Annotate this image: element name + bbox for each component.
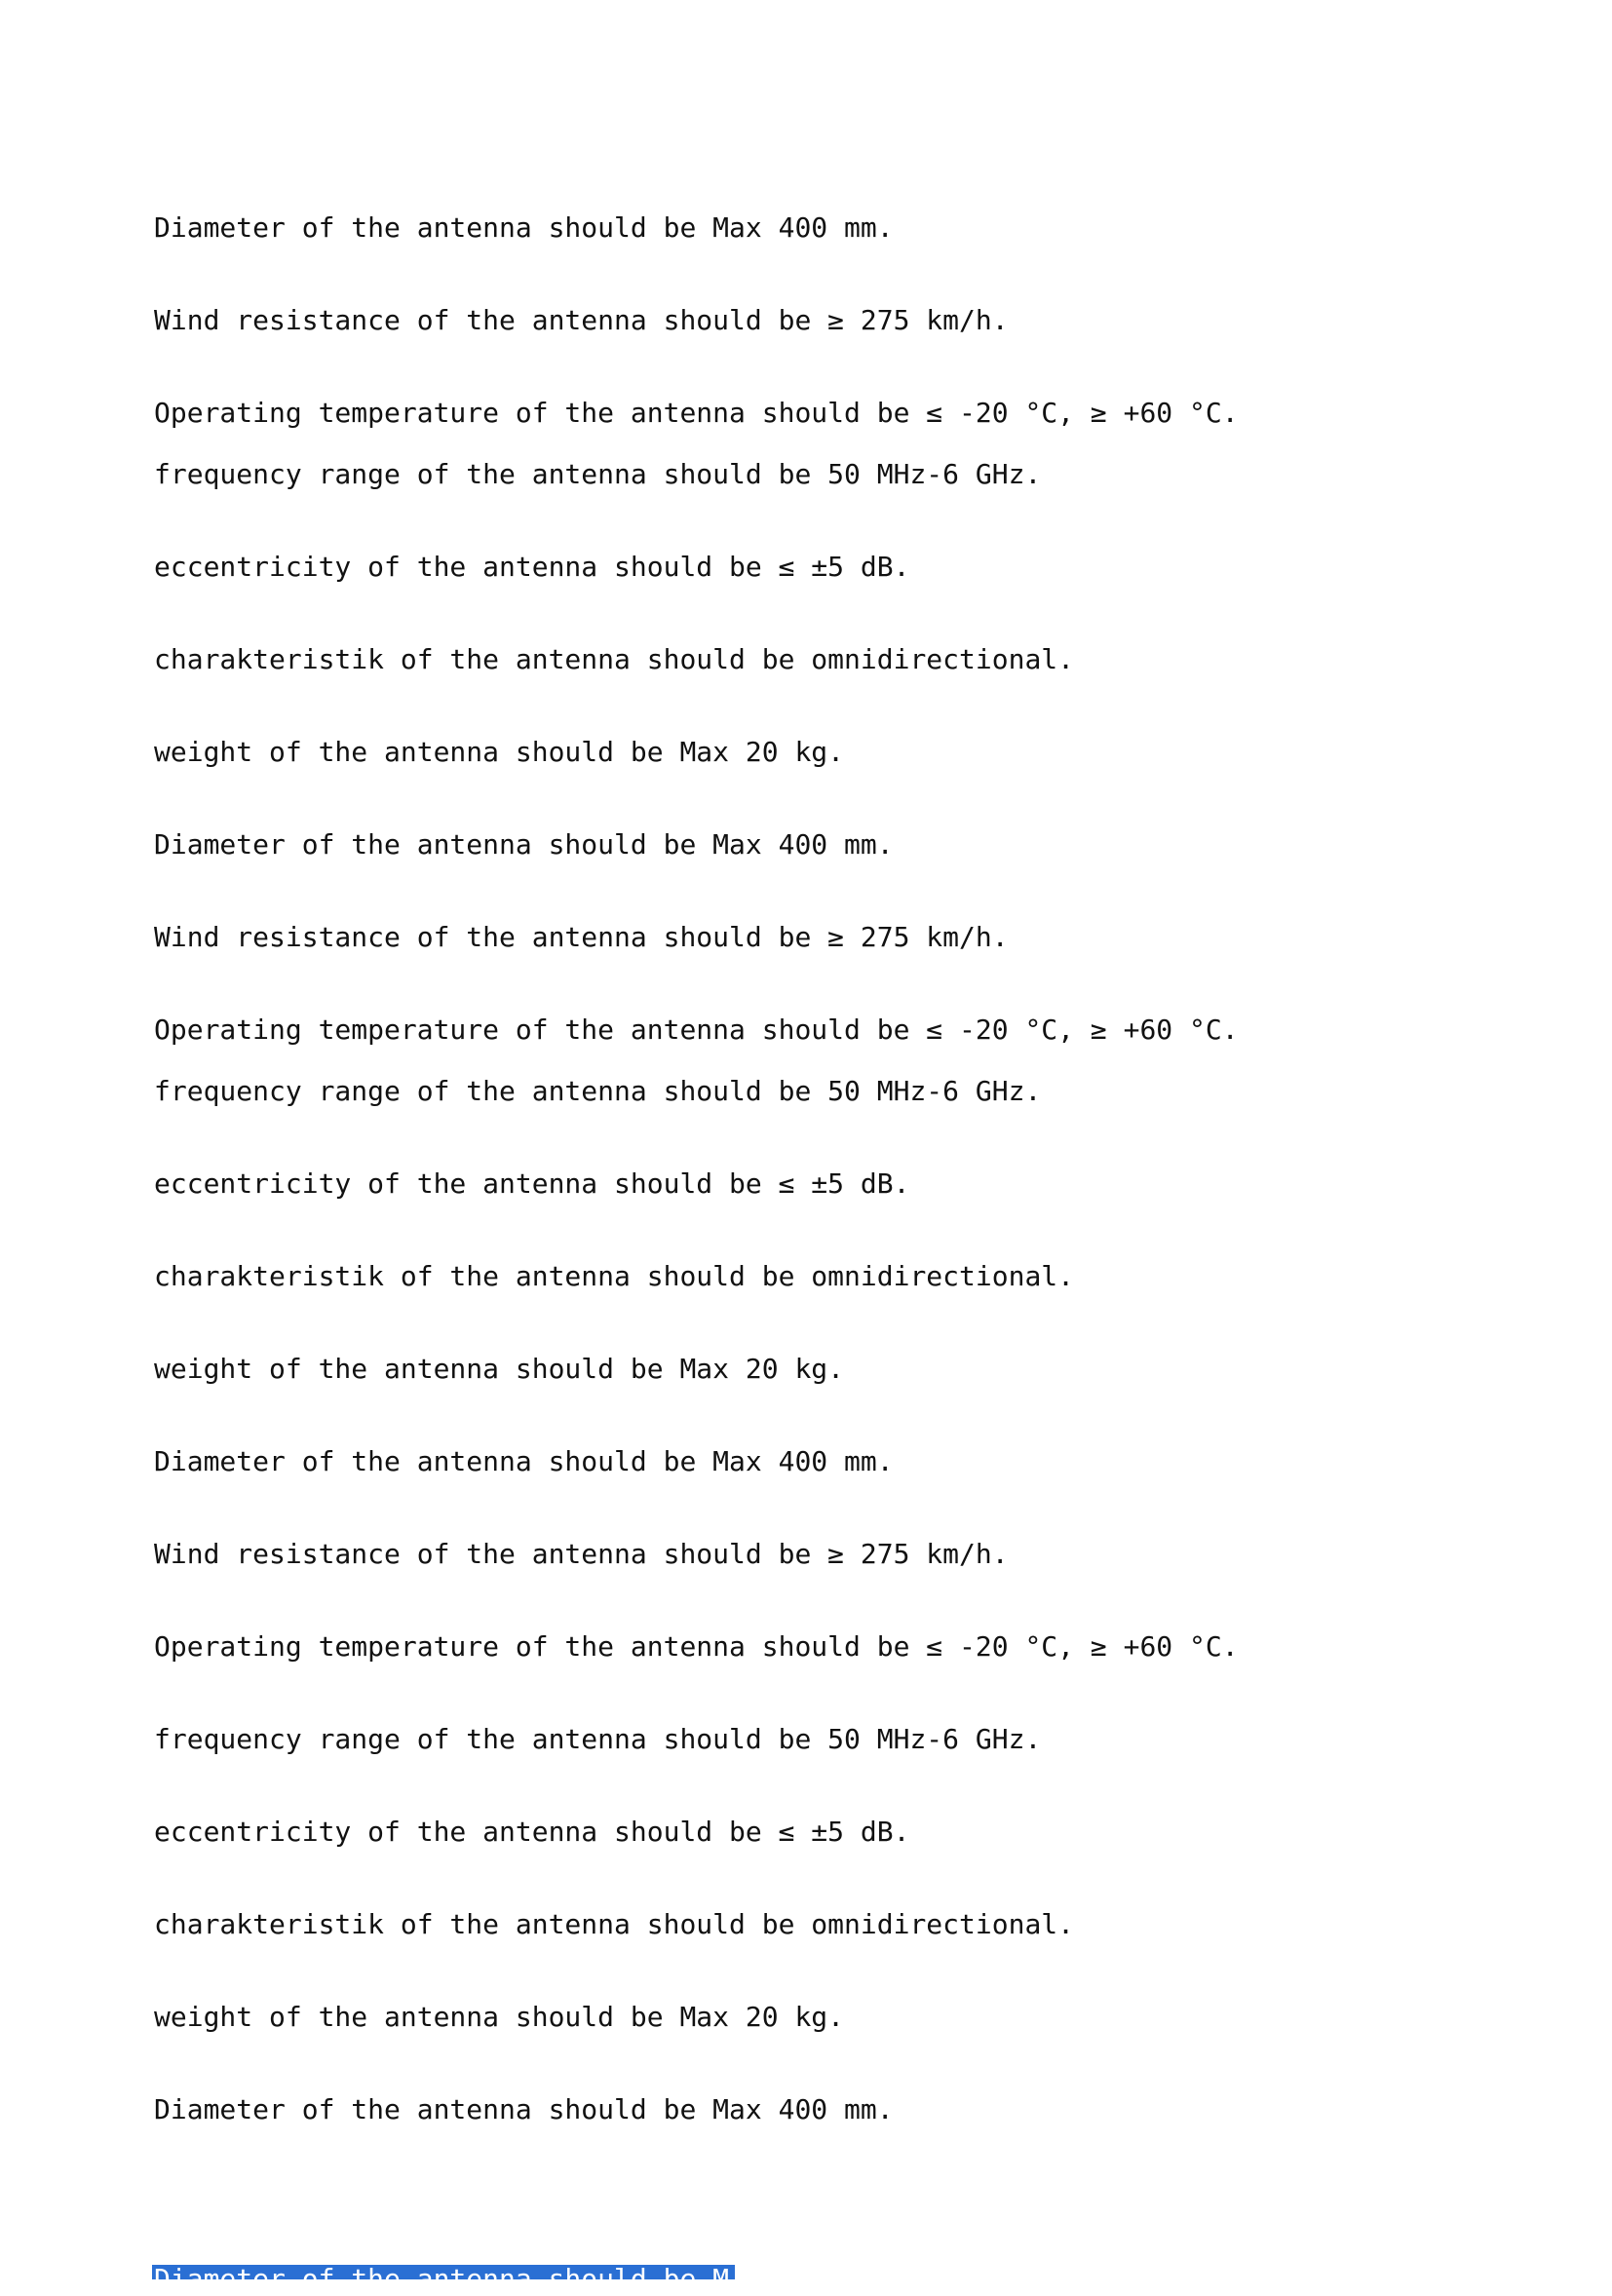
text-line: Operating temperature of the antenna should be ≤ -20 °C, ≥ +60 °C. [154, 1630, 1239, 1663]
paragraph [154, 1338, 1573, 1399]
text-line: Diameter of the antenna should be Max 400 mm. [154, 828, 894, 861]
paragraph [154, 721, 1573, 783]
paragraph [154, 289, 1573, 351]
text-line: Operating temperature of the antenna should be ≤ -20 °C, ≥ +60 °C. [154, 397, 1239, 429]
paragraph [154, 629, 1573, 690]
paragraph [154, 1153, 1573, 1214]
paragraph [154, 382, 1573, 505]
paragraph [154, 1801, 1573, 1862]
paragraph [154, 197, 1573, 258]
paragraph [154, 906, 1573, 968]
text-line: charakteristik of the antenna should be omnidirectional. [154, 1908, 1075, 1940]
text-line: Wind resistance of the antenna should be ≥ 275 km/h. [154, 921, 1009, 953]
text-content [154, 197, 1573, 2171]
text-line: Wind resistance of the antenna should be ≥ 275 km/h. [154, 304, 1009, 336]
text-line: eccentricity of the antenna should be ≤ ±5 dB. [154, 551, 910, 583]
text-line: weight of the antenna should be Max 20 kg. [154, 1353, 845, 1385]
paragraph [154, 1431, 1573, 1492]
paragraph [154, 999, 1573, 1122]
paragraph [154, 814, 1573, 875]
text-line: frequency range of the antenna should be 50 MHz-6 GHz. [154, 1075, 1042, 1107]
paragraph [154, 1708, 1573, 1770]
text-line: weight of the antenna should be Max 20 kg. [154, 2001, 845, 2033]
paragraph [154, 1523, 1573, 1585]
text-line: Operating temperature of the antenna should be ≤ -20 °C, ≥ +60 °C. [154, 1014, 1239, 1046]
paragraph [154, 1616, 1573, 1677]
paragraph [154, 2079, 1573, 2140]
text-line: weight of the antenna should be Max 20 kg. [154, 736, 845, 768]
text-line: Diameter of the antenna should be Max 400 mm. [154, 2093, 894, 2125]
paragraph [154, 536, 1573, 597]
text-line: eccentricity of the antenna should be ≤ ±5 dB. [154, 1816, 910, 1848]
text-line: Diameter of the antenna should be Max 400 mm. [154, 1445, 894, 1477]
paragraph [154, 1894, 1573, 1955]
paragraph [154, 1245, 1573, 1307]
selected-text-line[interactable] [152, 2263, 735, 2295]
text-line: frequency range of the antenna should be 50 MHz-6 GHz. [154, 458, 1042, 490]
text-line: Wind resistance of the antenna should be ≥ 275 km/h. [154, 1538, 1009, 1570]
text-line: Diameter of the antenna should be Max 400 mm. [154, 211, 894, 244]
text-line: frequency range of the antenna should be 50 MHz-6 GHz. [154, 1723, 1042, 1755]
text-line: charakteristik of the antenna should be omnidirectional. [154, 643, 1075, 675]
selected-text: Diameter of the antenna should be M [154, 2263, 730, 2295]
paragraph [154, 1986, 1573, 2047]
text-line: charakteristik of the antenna should be omnidirectional. [154, 1260, 1075, 1292]
text-line: eccentricity of the antenna should be ≤ ±5 dB. [154, 1167, 910, 1200]
